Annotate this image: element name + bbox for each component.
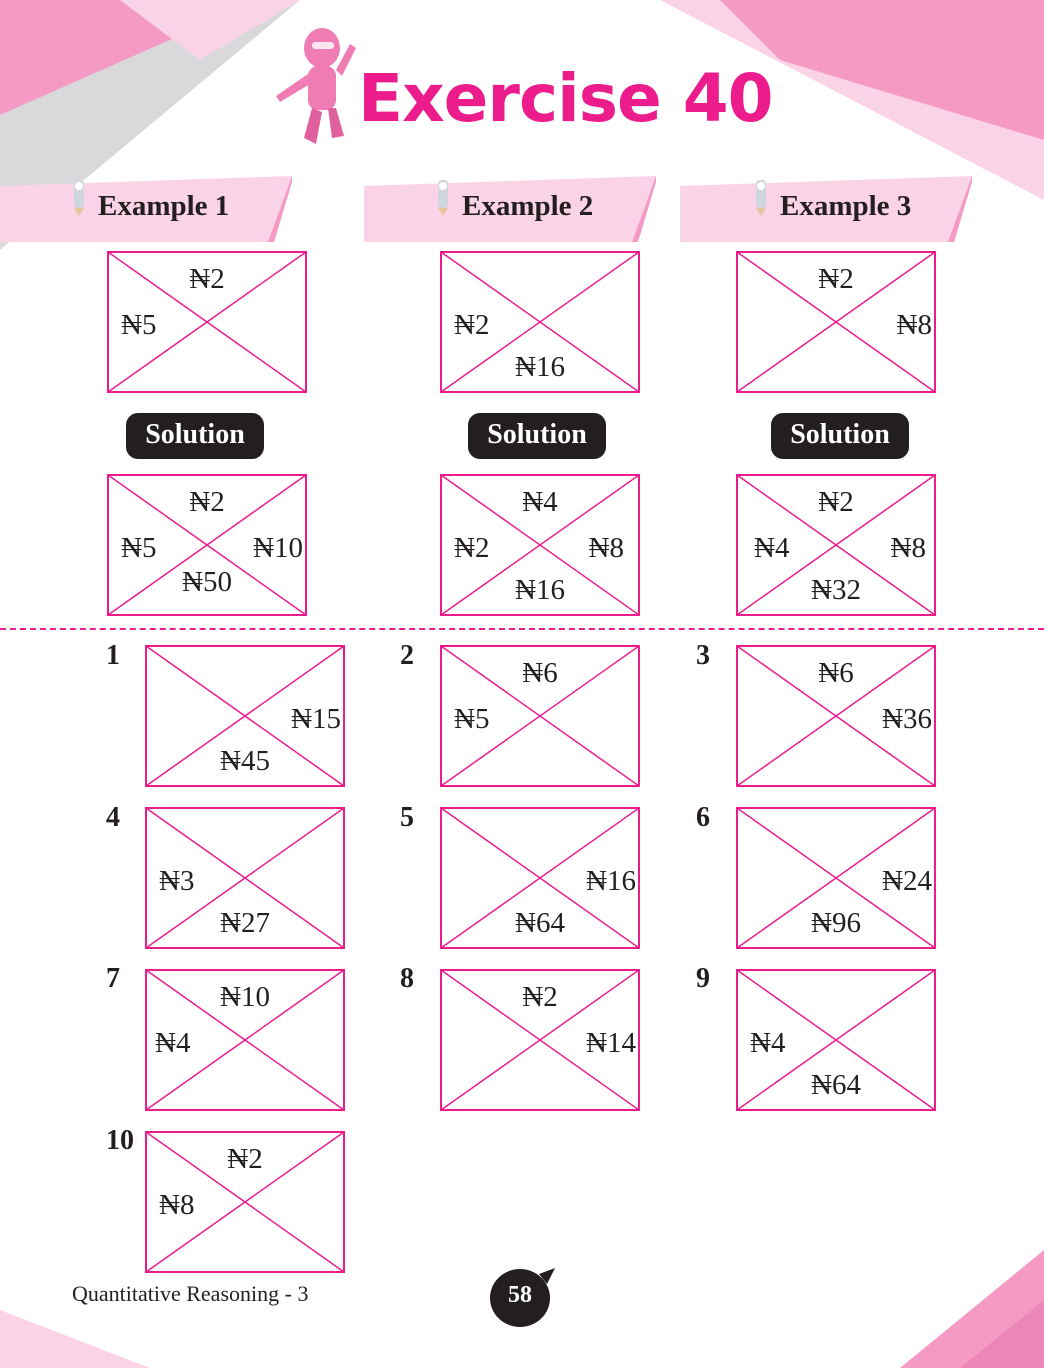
- example-label: Example 3: [780, 190, 912, 222]
- question-5-box: [440, 807, 640, 949]
- example-2-solution-box: [440, 474, 640, 616]
- question-number: 3: [696, 640, 710, 671]
- right-value: ₦16: [586, 865, 636, 897]
- page-number: 58: [508, 1282, 532, 1308]
- question-2-box: [440, 645, 640, 787]
- right-value: ₦14: [586, 1027, 636, 1059]
- question-6-box: [736, 807, 936, 949]
- right-value: ₦10: [253, 532, 303, 564]
- right-value: ₦8: [588, 532, 624, 564]
- solution-badge: Solution: [771, 413, 909, 459]
- question-9-box: [736, 969, 936, 1111]
- left-value: ₦2: [454, 532, 490, 564]
- top-value: ₦2: [189, 486, 225, 518]
- bottom-value: ₦64: [515, 907, 565, 939]
- top-value: ₦2: [227, 1143, 263, 1175]
- solution-badge: Solution: [468, 413, 606, 459]
- left-value: ₦8: [159, 1189, 195, 1221]
- left-value: ₦2: [454, 309, 490, 341]
- left-value: ₦4: [750, 1027, 786, 1059]
- left-value: ₦5: [454, 703, 490, 735]
- solution-badge: Solution: [126, 413, 264, 459]
- example-label: Example 1: [98, 190, 230, 222]
- pencil-mascot-icon: [64, 176, 94, 216]
- example-1-question-box: [107, 251, 307, 393]
- top-value: ₦2: [818, 263, 854, 295]
- title-area: [270, 26, 773, 156]
- top-value: ₦6: [522, 657, 558, 689]
- jumping-girl-mascot-icon: [270, 26, 360, 151]
- pencil-mascot-icon: [746, 176, 776, 216]
- top-value: ₦4: [522, 486, 558, 518]
- question-number: 10: [106, 1125, 134, 1156]
- bottom-value: ₦27: [220, 907, 270, 939]
- page-title: Exercise 40: [358, 60, 773, 137]
- pencil-mascot-icon: [428, 176, 458, 216]
- question-7-box: [145, 969, 345, 1111]
- right-value: ₦8: [890, 532, 926, 564]
- top-value: ₦2: [522, 981, 558, 1013]
- left-value: ₦3: [159, 865, 195, 897]
- left-value: ₦4: [155, 1027, 191, 1059]
- question-4-box: [145, 807, 345, 949]
- bottom-value: ₦32: [811, 574, 861, 606]
- bottom-value: ₦45: [220, 745, 270, 777]
- question-number: 4: [106, 802, 120, 833]
- example-3-question-box: [736, 251, 936, 393]
- question-number: 7: [106, 963, 120, 994]
- example-1-solution-box: [107, 474, 307, 616]
- question-10-box: [145, 1131, 345, 1273]
- right-value: ₦15: [291, 703, 341, 735]
- example-tab-3: [680, 176, 972, 242]
- page-number-badge: [489, 1268, 555, 1328]
- question-number: 1: [106, 640, 120, 671]
- left-value: ₦5: [121, 309, 157, 341]
- example-label: Example 2: [462, 190, 594, 222]
- question-number: 6: [696, 802, 710, 833]
- question-number: 8: [400, 963, 414, 994]
- question-1-box: [145, 645, 345, 787]
- right-value: ₦36: [882, 703, 932, 735]
- example-tab-1: [0, 176, 292, 242]
- right-value: ₦8: [896, 309, 932, 341]
- bottom-value: ₦96: [811, 907, 861, 939]
- right-value: ₦24: [882, 865, 932, 897]
- example-tab-2: [364, 176, 656, 242]
- bottom-value: ₦64: [811, 1069, 861, 1101]
- question-3-box: [736, 645, 936, 787]
- bottom-value: ₦16: [515, 574, 565, 606]
- top-value: ₦6: [818, 657, 854, 689]
- bottom-value: ₦16: [515, 351, 565, 383]
- top-value: ₦2: [189, 263, 225, 295]
- question-number: 2: [400, 640, 414, 671]
- example-3-solution-box: [736, 474, 936, 616]
- top-value: ₦10: [220, 981, 270, 1013]
- dashed-divider: [0, 628, 1044, 630]
- question-8-box: [440, 969, 640, 1111]
- bottom-value: ₦50: [182, 566, 232, 598]
- left-value: ₦5: [121, 532, 157, 564]
- question-number: 9: [696, 963, 710, 994]
- example-2-question-box: [440, 251, 640, 393]
- top-value: ₦2: [818, 486, 854, 518]
- question-number: 5: [400, 802, 414, 833]
- left-value: ₦4: [754, 532, 790, 564]
- book-title: Quantitative Reasoning - 3: [72, 1281, 309, 1306]
